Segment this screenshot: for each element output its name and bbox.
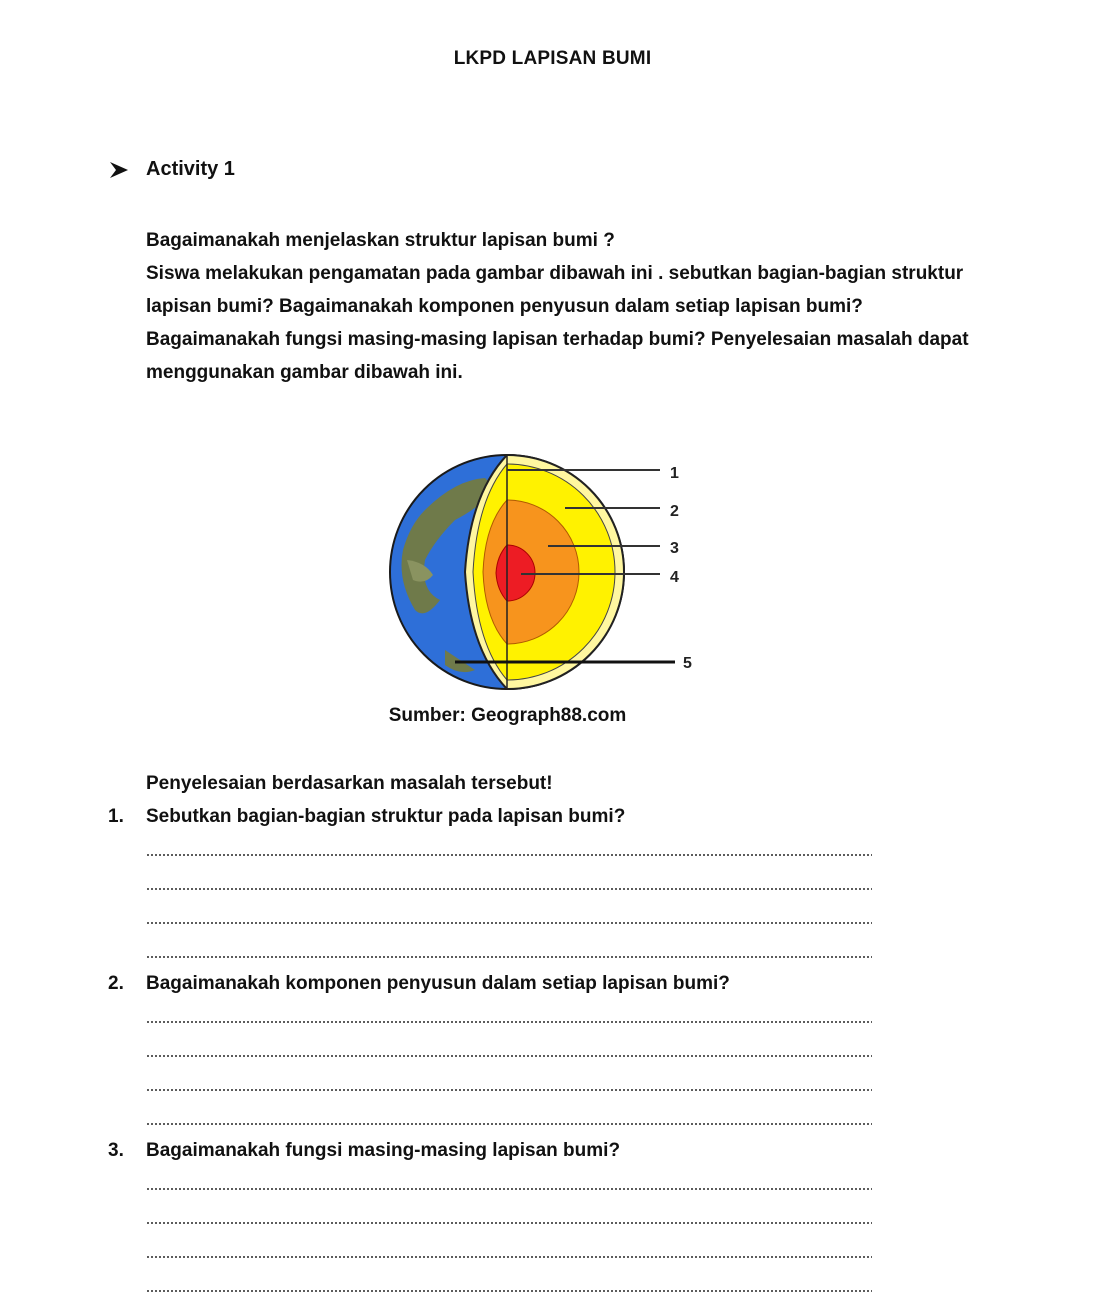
answer-line[interactable] xyxy=(146,956,872,958)
answer-line[interactable] xyxy=(146,922,872,924)
intro-line: menggunakan gambar dibawah ini. xyxy=(146,362,463,383)
question-number: 2. xyxy=(108,973,124,994)
activity-heading xyxy=(108,158,235,181)
page-title: LKPD LAPISAN BUMI xyxy=(453,48,652,69)
answer-line[interactable] xyxy=(146,854,872,856)
layer-label-4: 4 xyxy=(670,569,679,586)
question-number: 1. xyxy=(108,806,124,827)
activity-label: Activity 1 xyxy=(146,158,235,180)
question-2 xyxy=(108,973,730,995)
layer-label-5: 5 xyxy=(683,655,692,672)
answer-line[interactable] xyxy=(146,1188,872,1190)
question-3 xyxy=(108,1140,620,1162)
question-text: Bagaimanakah fungsi masing-masing lapisan bumi? xyxy=(146,1140,621,1161)
figure-caption: Sumber: Geograph88.com xyxy=(388,705,627,726)
earth-layers-diagram xyxy=(385,450,745,695)
answer-line[interactable] xyxy=(146,1089,872,1091)
question-text: Sebutkan bagian-bagian struktur pada lapisan bumi? xyxy=(146,806,626,827)
answer-line[interactable] xyxy=(146,1021,872,1023)
answer-line[interactable] xyxy=(146,1256,872,1258)
answer-line[interactable] xyxy=(146,1222,872,1224)
question-number: 3. xyxy=(108,1140,124,1161)
intro-text xyxy=(146,224,1056,389)
intro-line: lapisan bumi? Bagaimanakah komponen penyusun dalam setiap lapisan bumi? xyxy=(146,296,863,317)
layer-label-1: 1 xyxy=(670,465,679,482)
intro-line: Siswa melakukan pengamatan pada gambar dibawah ini . sebutkan bagian-bagian struktur xyxy=(146,263,964,284)
answer-line[interactable] xyxy=(146,888,872,890)
intro-line: Bagaimanakah fungsi masing-masing lapisan terhadap bumi? Penyelesaian masalah dapat xyxy=(146,329,969,350)
question-text: Bagaimanakah komponen penyusun dalam setiap lapisan bumi? xyxy=(146,973,730,994)
question-1 xyxy=(108,806,625,828)
layer-label-2: 2 xyxy=(670,503,679,520)
arrow-bullet-icon xyxy=(108,160,130,180)
layer-label-3: 3 xyxy=(670,540,679,557)
answer-line[interactable] xyxy=(146,1123,872,1125)
intro-line: Bagaimanakah menjelaskan struktur lapisan bumi ? xyxy=(146,230,615,251)
answer-line[interactable] xyxy=(146,1055,872,1057)
solve-heading: Penyelesaian berdasarkan masalah tersebut! xyxy=(146,773,553,794)
answer-line[interactable] xyxy=(146,1290,872,1292)
